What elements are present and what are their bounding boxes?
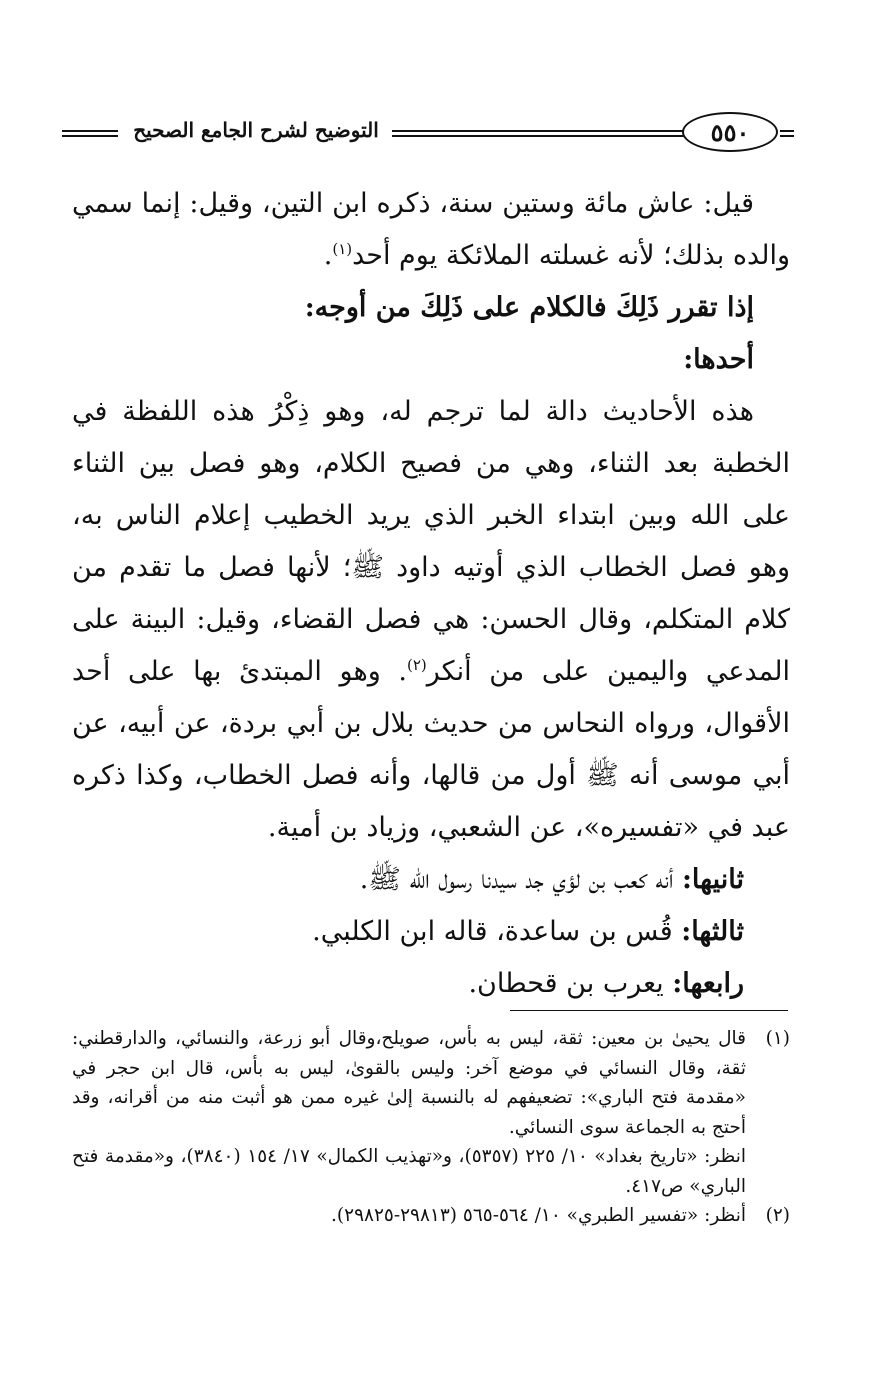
header-rule-middle <box>392 130 724 137</box>
list-item-second <box>72 854 790 906</box>
footnote-line: انظر: «تاريخ بغداد» ١٠/ ٢٢٥ (٥٣٥٧)، و«تهذيب الكمال» ١٧/ ١٥٤ (٣٨٤٠)، و«مقدمة فتح الباري» ص٤١٧. <box>72 1146 746 1197</box>
paragraph-4-text-b: . وهو المبتدئ بها على أحد الأقوال، ورواه النحاس من حديث بلال بن أبي بردة، عن أبيه، عن أبي موسى أنه ﷺ أول من قالها، وأنه فصل الخطاب، وكذا ذكره عبد في «تفسيره»، عن الشعبي، وزياد بن أمية. <box>72 656 790 843</box>
section-heading-first: أحدها: <box>683 344 754 375</box>
item-label-third: ثالثها: <box>681 916 744 947</box>
footnote-number: (١) <box>765 1028 790 1049</box>
footnote-1 <box>72 1024 790 1201</box>
page-number: ٥٥٠ <box>682 112 778 152</box>
footnote-separator <box>510 1010 788 1011</box>
paragraph-2: إذا تقرر ذَلِكَ فالكلام على ذَلِكَ من أوجه: <box>304 292 754 323</box>
item-text-third: قُس بن ساعدة، قاله ابن الكلبي. <box>312 916 673 947</box>
item-label-second: ثانيها: <box>681 864 744 895</box>
page-header <box>62 112 794 156</box>
footnote-2 <box>72 1201 790 1231</box>
paragraph-4 <box>72 386 790 854</box>
paragraph-1-text: قيل: عاش مائة وستين سنة، ذكره ابن التين، وقيل: إنما سمي والده بذلك؛ لأنه غسلته الملائكة يوم أحد <box>72 188 790 271</box>
footnotes <box>72 1024 790 1231</box>
footnote-line: أنظر: «تفسير الطبري» ١٠/ ٥٦٤-٥٦٥ (٢٩٨١٣-٢٩٨٢٥). <box>331 1205 746 1226</box>
item-text-second: أنه كعب بن لؤي جد سيدنا رسول الله ﷺ. <box>359 864 674 895</box>
footnote-body <box>72 1201 746 1231</box>
item-text-fourth: يعرب بن قحطان. <box>468 968 664 999</box>
main-text <box>72 178 790 1010</box>
list-item-fourth <box>72 958 790 1010</box>
paragraph-1-end: . <box>323 240 333 271</box>
footnote-line: قال يحيىٰ بن معين: ثقة، ليس به بأس، صويلح،وقال أبو زرعة، والنسائي، والدارقطني: ثقة، وقال النسائي في موضع آخر: وليس بالقوىٰ، ليس به بأس، قال ابن حجر في «مقدمة فتح الباري»: تضعيفهم له بالنسبة إلىٰ غيره ممن هو أثبت منه من أقرانه، وقد أحتج به الجماعة سوى النسائي. <box>72 1028 746 1138</box>
header-rule-right <box>780 130 794 137</box>
header-rule-left <box>62 130 118 137</box>
list-item-third <box>72 906 790 958</box>
paragraph-1 <box>72 178 790 282</box>
footnote-number: (٢) <box>765 1205 790 1226</box>
footnote-ref-1[interactable]: (١) <box>332 240 353 258</box>
book-title: التوضيح لشرح الجامع الصحيح <box>133 118 379 142</box>
footnote-body <box>72 1024 746 1201</box>
footnote-ref-2[interactable]: (٢) <box>406 656 427 674</box>
paragraph-4-text-a: هذه الأحاديث دالة لما ترجم له، وهو ذِكْرُ هذه اللفظة في الخطبة بعد الثناء، وهي من فصيح الكلام، وهو فصل بين الثناء على الله وبين ابتداء الخبر الذي يريد الخطيب إعلام الناس به، وهو فصل الخطاب الذي أوتيه داود ﷺ؛ لأنها فصل ما تقدم من كلام المتكلم، وقال الحسن: هي فصل القضاء، وقيل: البينة على المدعي واليمين على من أنكر <box>72 396 791 687</box>
item-label-fourth: رابعها: <box>672 968 744 999</box>
